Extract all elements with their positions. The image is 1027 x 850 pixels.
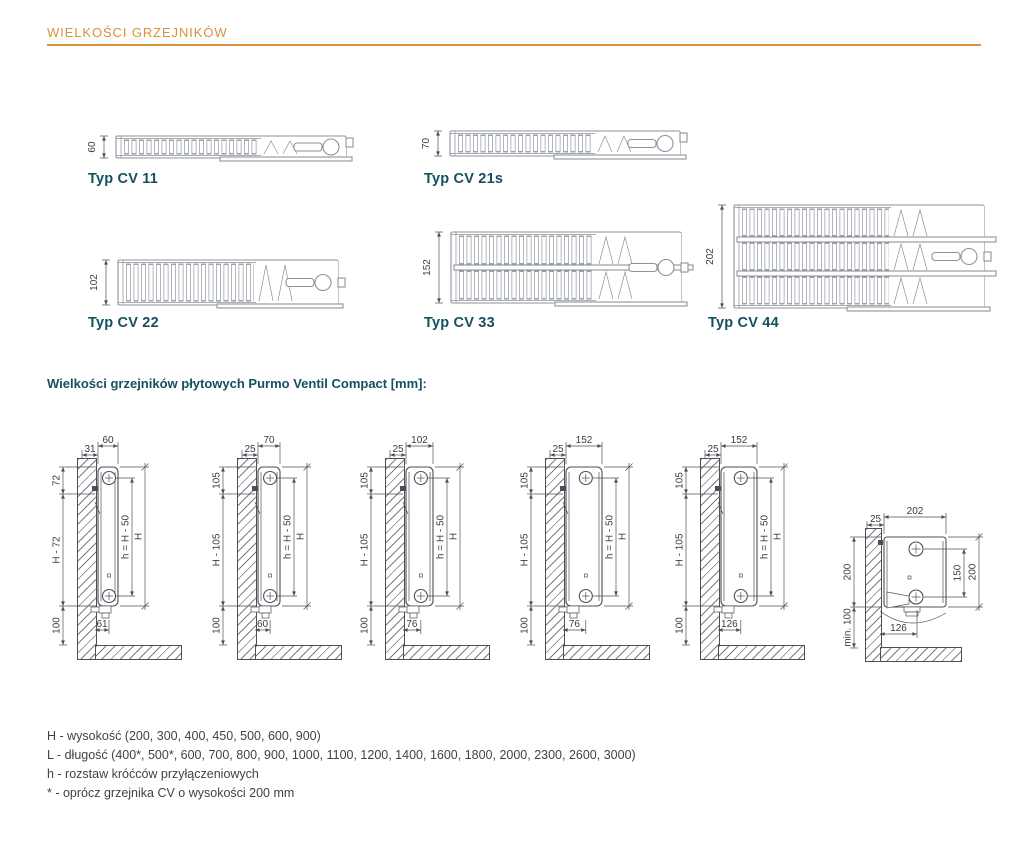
side-view-cv44 (668, 424, 828, 686)
side-view-drawing (668, 424, 828, 686)
dim-label: H - 105 (674, 533, 686, 567)
side-view-low-drawing (840, 470, 1025, 690)
side-view-cv22 (353, 424, 513, 686)
dim-label: 102 (89, 274, 100, 291)
dim-label: H (448, 532, 460, 541)
dim-label: 100 (211, 617, 223, 634)
dim-label: 202 (906, 506, 924, 517)
dim-label: 70 (263, 435, 275, 446)
dim-label: 200 (967, 563, 979, 581)
type-label-cv44: Typ CV 44 (708, 315, 779, 331)
dim-label: h = H - 50 (120, 514, 132, 560)
dim-label: 105 (359, 472, 371, 489)
side-view-cv11 (45, 424, 205, 686)
dim-label: 61 (96, 619, 108, 630)
dim-label: 102 (411, 435, 428, 446)
cross-section-cv33 (421, 227, 697, 319)
side-view-cv33 (513, 424, 673, 686)
legend-line-ports: h - rozstaw króćców przyłączeniowych (47, 767, 259, 781)
dim-label: 31 (84, 444, 96, 455)
page-title: WIELKOŚCI GRZEJNIKÓW (47, 25, 228, 40)
radiator-cross-section-drawing (420, 126, 696, 167)
dim-label: 126 (890, 623, 907, 634)
dim-label: H - 105 (211, 533, 223, 567)
dim-label: h = H - 50 (435, 514, 447, 560)
dim-label: 60 (256, 619, 269, 630)
dim-label: h = H - 50 (282, 514, 294, 560)
dim-label: H (295, 532, 307, 541)
dim-label: 72 (51, 474, 63, 487)
header-rule (47, 44, 981, 46)
dim-label: 200 (842, 563, 854, 581)
dim-label: 105 (519, 472, 531, 489)
dim-label: 60 (87, 141, 98, 153)
side-view-drawing (513, 424, 673, 686)
dim-label: 152 (575, 435, 593, 446)
dim-label: 25 (869, 514, 882, 525)
cross-section-cv21s (420, 126, 696, 172)
dim-label: h = H - 50 (759, 514, 771, 560)
type-label-cv22: Typ CV 22 (88, 315, 159, 331)
side-view-cv21s (205, 424, 365, 686)
dim-label: 152 (422, 259, 433, 276)
radiator-cross-section-drawing (88, 255, 354, 316)
dim-label: H - 105 (359, 533, 371, 567)
dim-label: H (133, 532, 145, 541)
dim-label: 152 (730, 435, 748, 446)
cross-section-cv44 (704, 200, 1000, 324)
radiator-cross-section-drawing (704, 200, 1000, 319)
legend-line-footnote: * - oprócz grzejnika CV o wysokości 200 mm (47, 786, 295, 800)
cross-section-cv22 (88, 255, 354, 321)
dim-label: H - 105 (519, 533, 531, 567)
dim-label: 100 (359, 617, 371, 634)
dim-label: min. 100 (842, 608, 854, 647)
type-label-cv21s: Typ CV 21s (424, 171, 504, 187)
type-label-cv11: Typ CV 11 (88, 171, 159, 187)
dim-label: H (772, 532, 784, 541)
dim-label: 76 (406, 619, 418, 630)
side-view-low-radiator (840, 470, 1025, 690)
section-subtitle: Wielkości grzejników płytowych Purmo Ventil Compact [mm]: (47, 376, 427, 391)
type-label-cv33: Typ CV 33 (424, 315, 495, 331)
side-view-drawing (353, 424, 513, 686)
radiator-cross-section-drawing (86, 131, 362, 169)
dim-label: 105 (674, 472, 686, 489)
dim-label: 76 (568, 619, 580, 630)
dim-label: 100 (51, 617, 63, 634)
dim-label: 150 (952, 564, 964, 582)
dim-label: 202 (705, 248, 716, 265)
dim-label: 105 (211, 472, 223, 489)
side-view-drawing (45, 424, 205, 686)
dim-label: 25 (392, 444, 404, 455)
radiator-cross-section-drawing (421, 227, 697, 314)
legend (47, 727, 636, 803)
legend-line-height: H - wysokość (200, 300, 400, 450, 500, 600, 900) (47, 729, 321, 743)
dim-label: 25 (244, 444, 256, 455)
dim-label: 25 (552, 444, 564, 455)
cross-section-cv11 (86, 131, 362, 174)
side-view-drawing (205, 424, 365, 686)
dim-label: 100 (674, 617, 686, 634)
dim-label: h = H - 50 (604, 514, 616, 560)
dim-label: 25 (707, 444, 719, 455)
dim-label: 60 (102, 435, 114, 446)
dim-label: 70 (421, 137, 432, 150)
dim-label: H - 72 (51, 536, 63, 564)
dim-label: 126 (721, 619, 738, 630)
dim-label: H (617, 532, 629, 541)
legend-line-length: L - długość (400*, 500*, 600, 700, 800, 900, 1000, 1100, 1200, 1400, 1600, 1800, 2000, 2300, 2600, 3000) (47, 748, 636, 762)
dim-label: 100 (519, 617, 531, 634)
